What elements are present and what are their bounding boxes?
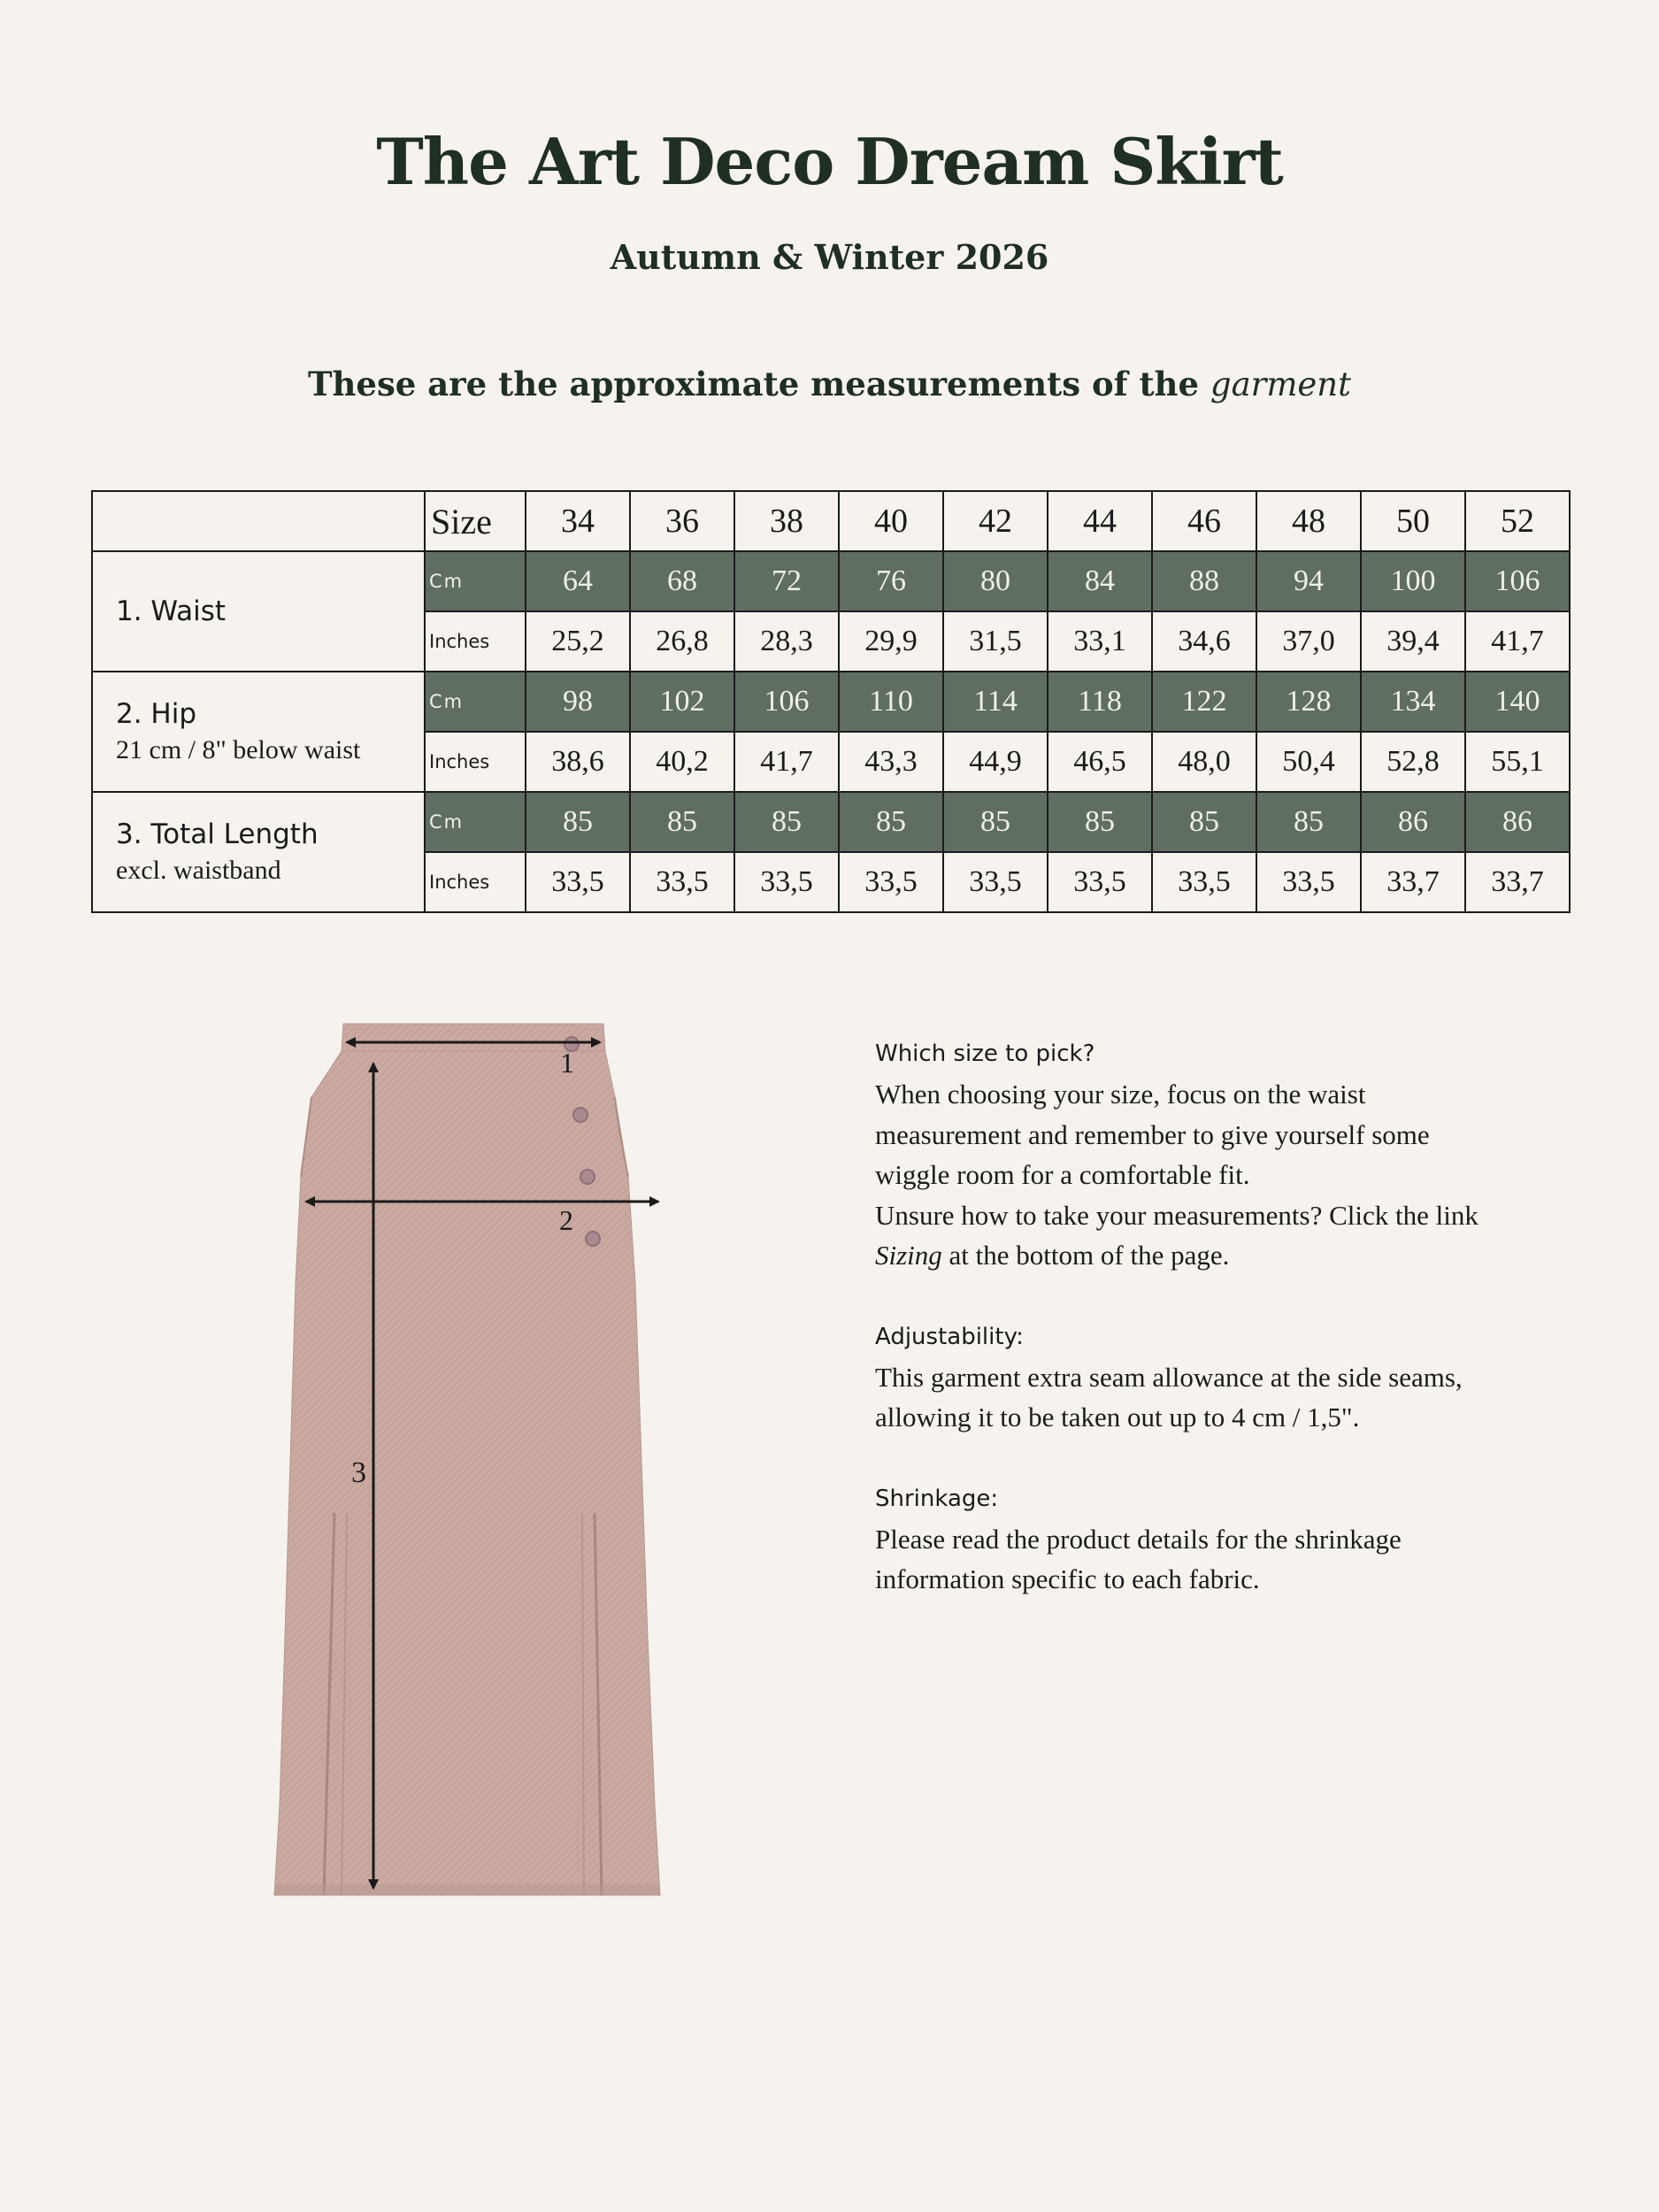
table-cell: 33,5	[943, 852, 1048, 912]
unit-cm: Cm	[425, 792, 526, 852]
length-sublabel: excl. waistband	[116, 856, 281, 885]
table-cell: 106	[1465, 551, 1570, 611]
table-cell: 128	[1256, 672, 1361, 732]
table-cell: 140	[1465, 672, 1570, 732]
table-cell: 76	[839, 551, 943, 611]
table-cell: 86	[1361, 792, 1465, 852]
size-50: 50	[1361, 491, 1465, 551]
adjustability-heading: Adjustability:	[875, 1323, 1024, 1350]
length-label-cell	[92, 792, 425, 912]
size-42: 42	[943, 491, 1048, 551]
table-cell: 28,3	[734, 611, 839, 672]
table-cell: 85	[1048, 792, 1152, 852]
hip-sublabel: 21 cm / 8" below waist	[116, 735, 361, 764]
empty-corner-cell	[92, 491, 425, 551]
table-cell: 33,5	[1048, 852, 1152, 912]
size-44: 44	[1048, 491, 1152, 551]
table-cell: 102	[630, 672, 734, 732]
table-cell: 40,2	[630, 732, 734, 792]
page-title: The Art Deco Dream Skirt	[376, 124, 1283, 199]
which-size-line: wiggle room for a comfortable fit.	[875, 1159, 1250, 1190]
marker-2: 2	[559, 1204, 573, 1236]
table-cell: 29,9	[839, 611, 943, 672]
unit-inches: Inches	[425, 732, 526, 792]
table-cell: 33,7	[1465, 852, 1570, 912]
waist-cm-row	[92, 551, 1570, 611]
adjustability-line: This garment extra seam allowance at the side seams,	[875, 1361, 1463, 1393]
button-4	[586, 1232, 600, 1246]
table-cell: 33,5	[1256, 852, 1361, 912]
table-cell: 118	[1048, 672, 1152, 732]
table-cell: 85	[1152, 792, 1256, 852]
table-cell: 39,4	[1361, 611, 1465, 672]
table-cell: 41,7	[734, 732, 839, 792]
which-size-line: When choosing your size, focus on the waist	[875, 1079, 1366, 1110]
table-cell: 26,8	[630, 611, 734, 672]
table-cell: 52,8	[1361, 732, 1465, 792]
size-header-label: Size	[425, 491, 526, 551]
table-cell: 68	[630, 551, 734, 611]
table-cell: 37,0	[1256, 611, 1361, 672]
intro-emphasis: garment	[1210, 365, 1352, 403]
size-48: 48	[1256, 491, 1361, 551]
table-cell: 33,5	[630, 852, 734, 912]
size-52: 52	[1465, 491, 1570, 551]
table-cell: 86	[1465, 792, 1570, 852]
shrinkage-heading: Shrinkage:	[875, 1485, 999, 1512]
unit-inches: Inches	[425, 611, 526, 672]
table-cell: 43,3	[839, 732, 943, 792]
size-46: 46	[1152, 491, 1256, 551]
table-cell: 33,7	[1361, 852, 1465, 912]
hip-label-cell	[92, 672, 425, 792]
which-size-heading: Which size to pick?	[875, 1041, 1095, 1067]
unit-cm: Cm	[425, 672, 526, 732]
sizing-link-line	[875, 1235, 1565, 1276]
size-chart-table	[91, 490, 1571, 913]
size-table-body	[92, 491, 1570, 912]
which-size-line: measurement and remember to give yourself some	[875, 1118, 1430, 1150]
size-40: 40	[839, 491, 943, 551]
table-cell: 85	[734, 792, 839, 852]
table-cell: 38,6	[526, 732, 630, 792]
table-cell: 72	[734, 551, 839, 611]
length-label: 3. Total Length	[116, 818, 319, 850]
marker-1: 1	[560, 1047, 574, 1079]
skirt-diagram	[265, 1018, 690, 1902]
sizing-link[interactable]: Sizing	[875, 1240, 942, 1271]
table-cell: 41,7	[1465, 611, 1570, 672]
table-cell: 122	[1152, 672, 1256, 732]
table-cell: 84	[1048, 551, 1152, 611]
size-header-row	[92, 491, 1570, 551]
hip-label: 2. Hip	[116, 698, 197, 730]
hip-cm-row	[92, 672, 1570, 732]
table-cell: 33,5	[734, 852, 839, 912]
size-38: 38	[734, 491, 839, 551]
button-3	[580, 1170, 595, 1184]
table-cell: 46,5	[1048, 732, 1152, 792]
table-cell: 48,0	[1152, 732, 1256, 792]
table-cell: 85	[526, 792, 630, 852]
sizing-link-rest: at the bottom of the page.	[941, 1240, 1230, 1271]
table-cell: 100	[1361, 551, 1465, 611]
skirt-body	[274, 1051, 660, 1895]
table-cell: 88	[1152, 551, 1256, 611]
which-size-line: Unsure how to take your measurements? Click the link	[875, 1199, 1479, 1231]
table-cell: 33,1	[1048, 611, 1152, 672]
table-cell: 85	[839, 792, 943, 852]
table-cell: 110	[839, 672, 943, 732]
table-cell: 33,5	[526, 852, 630, 912]
table-cell: 98	[526, 672, 630, 732]
size-34: 34	[526, 491, 630, 551]
length-cm-row	[92, 792, 1570, 852]
waist-label: 1. Waist	[116, 595, 227, 627]
skirt-illustration	[265, 1018, 690, 1902]
table-cell: 94	[1256, 551, 1361, 611]
unit-cm: Cm	[425, 551, 526, 611]
table-cell: 85	[1256, 792, 1361, 852]
collection-subtitle: Autumn & Winter 2026	[610, 237, 1049, 277]
adjustability-line: allowing it to be taken out up to 4 cm / 1,5".	[875, 1402, 1360, 1432]
table-cell: 44,9	[943, 732, 1048, 792]
waist-label-cell	[92, 551, 425, 672]
unit-inches: Inches	[425, 852, 526, 912]
table-cell: 85	[943, 792, 1048, 852]
button-2	[573, 1108, 588, 1122]
fit-info-panel	[875, 1033, 1565, 1600]
marker-3: 3	[351, 1456, 366, 1489]
table-cell: 33,5	[1152, 852, 1256, 912]
table-cell: 106	[734, 672, 839, 732]
table-cell: 31,5	[943, 611, 1048, 672]
table-cell: 33,5	[839, 852, 943, 912]
table-cell: 80	[943, 551, 1048, 611]
measurements-intro	[0, 365, 1659, 403]
table-cell: 50,4	[1256, 732, 1361, 792]
size-36: 36	[630, 491, 734, 551]
intro-text: These are the approximate measurements of the	[307, 365, 1199, 403]
table-cell: 25,2	[526, 611, 630, 672]
shrinkage-line: Please read the product details for the shrinkage	[875, 1523, 1402, 1555]
table-cell: 114	[943, 672, 1048, 732]
table-cell: 134	[1361, 672, 1465, 732]
shrinkage-line: information specific to each fabric.	[875, 1563, 1260, 1594]
table-cell: 64	[526, 551, 630, 611]
table-cell: 34,6	[1152, 611, 1256, 672]
table-cell: 55,1	[1465, 732, 1570, 792]
table-cell: 85	[630, 792, 734, 852]
